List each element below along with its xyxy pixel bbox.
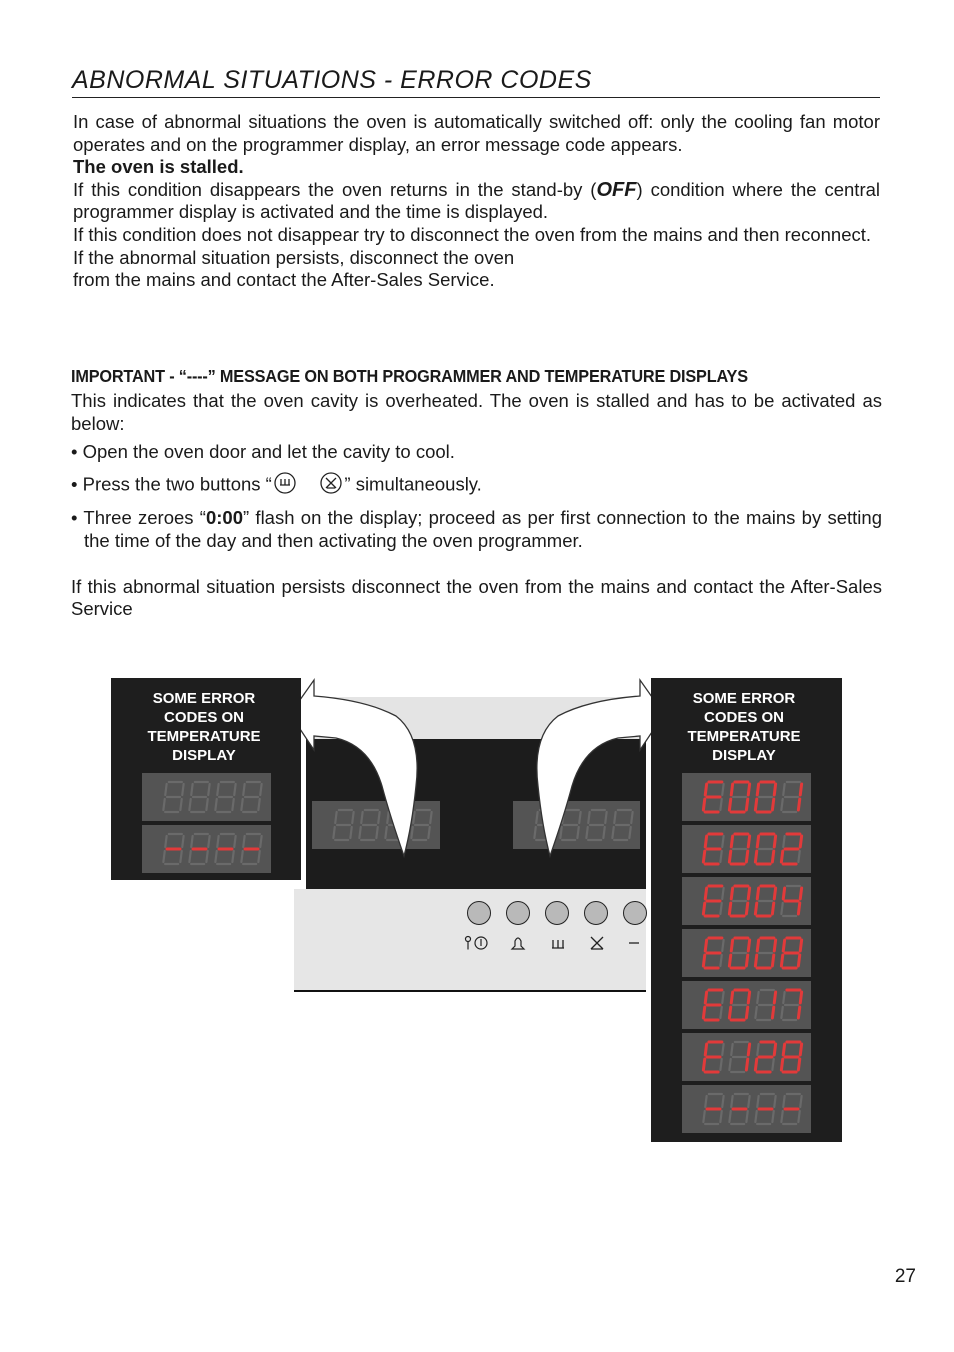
lcd-segment-lit bbox=[729, 799, 730, 810]
stalled-statement: The oven is stalled. bbox=[73, 156, 244, 178]
lcd-segment-lit bbox=[729, 955, 730, 966]
lcd-segment-lit bbox=[781, 851, 782, 862]
intro-paragraph-2: If this condition disappears the oven returns in the stand-by (OFF) condition where the central programmer display is activated and the time is displayed. bbox=[73, 178, 881, 223]
lcd-segment bbox=[208, 836, 209, 847]
lcd-segment bbox=[258, 799, 259, 810]
fan-icon bbox=[588, 934, 606, 952]
lcd-segment-lit bbox=[772, 955, 773, 966]
lcd-segment-lit bbox=[703, 851, 704, 862]
lcd-segment-lit bbox=[705, 784, 706, 795]
lcd-segment-lit bbox=[746, 1059, 747, 1070]
lcd-segment bbox=[189, 799, 190, 810]
bullet-open-door: • Open the oven door and let the cavity to cool. bbox=[71, 441, 455, 463]
lcd-segment bbox=[217, 784, 218, 795]
lcd-segment bbox=[755, 1007, 756, 1018]
lcd-segment-lit bbox=[781, 1059, 782, 1070]
lcd-segment-lit bbox=[798, 903, 799, 914]
lcd-segment bbox=[772, 1111, 773, 1122]
lcd-segment-lit bbox=[755, 1059, 756, 1070]
lcd-segment-lit bbox=[755, 955, 756, 966]
lcd-segment-lit bbox=[748, 1044, 749, 1055]
lcd-segment-lit bbox=[746, 955, 747, 966]
lcd-segment-lit bbox=[703, 799, 704, 810]
lcd-segment-lit bbox=[705, 836, 706, 847]
lcd-segment-lit bbox=[757, 888, 758, 899]
lcd-segment bbox=[783, 992, 784, 1003]
grill-button[interactable] bbox=[545, 901, 569, 925]
key-power-icon bbox=[462, 934, 492, 952]
lcd-code-e128 bbox=[682, 1033, 811, 1081]
lcd-segment-lit bbox=[798, 955, 799, 966]
lcd-segment bbox=[781, 1111, 782, 1122]
lcd-segment-lit bbox=[755, 799, 756, 810]
lcd-segment bbox=[182, 784, 183, 795]
lcd-segment bbox=[781, 903, 782, 914]
lcd-segment-lit bbox=[729, 1007, 730, 1018]
lcd-segment-lit bbox=[729, 903, 730, 914]
lcd-segment-lit bbox=[731, 784, 732, 795]
lcd-segment bbox=[165, 836, 166, 847]
closing-paragraph: If this abnormal situation persists disconnect the oven from the mains and contact the After-Sales Service bbox=[71, 575, 882, 620]
lcd-segment bbox=[722, 1096, 723, 1107]
lcd-segment bbox=[163, 799, 164, 810]
lcd-segment-lit bbox=[800, 992, 801, 1003]
lcd-segment-lit bbox=[748, 784, 749, 795]
lcd-segment bbox=[208, 784, 209, 795]
lcd-segment bbox=[781, 799, 782, 810]
lcd-segment-lit bbox=[757, 940, 758, 951]
right-panel-label: SOME ERROR CODES ON TEMPERATURE DISPLAY bbox=[687, 690, 801, 764]
lcd-code-e001 bbox=[682, 773, 811, 821]
lcd-segment-lit bbox=[783, 888, 784, 899]
lcd-segment-lit bbox=[798, 799, 799, 810]
important-paragraph: This indicates that the oven cavity is overheated. The oven is stalled and has to be activated as below: bbox=[71, 390, 882, 434]
lcd-segment-lit bbox=[731, 888, 732, 899]
lcd-segment bbox=[731, 1096, 732, 1107]
lcd-segment-lit bbox=[757, 784, 758, 795]
lcd-segment bbox=[182, 836, 183, 847]
lcd-segment bbox=[722, 940, 723, 951]
lcd-segment-lit bbox=[746, 799, 747, 810]
lcd-segment-lit bbox=[800, 784, 801, 795]
left-arrow bbox=[286, 676, 426, 860]
lcd-segment bbox=[232, 799, 233, 810]
clock-button[interactable] bbox=[467, 901, 491, 925]
lcd-segment-lit bbox=[781, 955, 782, 966]
lcd-segment-lit bbox=[746, 1007, 747, 1018]
lcd-segment bbox=[722, 888, 723, 899]
lcd-segment bbox=[430, 812, 431, 823]
lcd-segment bbox=[241, 851, 242, 862]
lcd-segment-lit bbox=[800, 888, 801, 899]
lcd-segment bbox=[703, 1111, 704, 1122]
lcd-segment-lit bbox=[748, 836, 749, 847]
lcd-segment bbox=[722, 784, 723, 795]
lcd-segment bbox=[206, 851, 207, 862]
lcd-segment bbox=[746, 1111, 747, 1122]
lcd-segment-lit bbox=[746, 851, 747, 862]
lcd-segment bbox=[241, 799, 242, 810]
lcd-segment bbox=[720, 903, 721, 914]
lcd-segment bbox=[783, 836, 784, 847]
lcd-segment-lit bbox=[774, 888, 775, 899]
lcd-segment-lit bbox=[731, 940, 732, 951]
lcd-code-e008 bbox=[682, 929, 811, 977]
lcd-segment bbox=[774, 1096, 775, 1107]
intro-section bbox=[73, 111, 880, 292]
lcd-segment bbox=[234, 836, 235, 847]
fan-button[interactable] bbox=[584, 901, 608, 925]
lcd-segment-lit bbox=[731, 836, 732, 847]
lcd-code-dashes bbox=[682, 1085, 811, 1133]
fan-icon bbox=[318, 471, 344, 501]
lcd-segment bbox=[798, 851, 799, 862]
lcd-segment-lit bbox=[774, 836, 775, 847]
lcd-segment bbox=[191, 784, 192, 795]
lcd-segment bbox=[781, 1007, 782, 1018]
lcd-segment bbox=[722, 836, 723, 847]
lcd-segment bbox=[729, 1111, 730, 1122]
lcd-segment-lit bbox=[783, 940, 784, 951]
intro-paragraph-1: In case of abnormal situations the oven is automatically switched off: only the cooling fan motor operates and on the programmer display, an error message code appears. bbox=[73, 111, 880, 155]
lcd-segment-lit bbox=[772, 851, 773, 862]
lcd-segment bbox=[165, 784, 166, 795]
lcd-segment bbox=[720, 1007, 721, 1018]
lcd-segment-lit bbox=[798, 1059, 799, 1070]
important-heading: IMPORTANT - “----” MESSAGE ON BOTH PROGRAMMER AND TEMPERATURE DISPLAYS bbox=[71, 366, 748, 386]
lcd-segment-lit bbox=[703, 955, 704, 966]
lcd-segment bbox=[722, 992, 723, 1003]
lcd-segment bbox=[720, 1059, 721, 1070]
left-lcd-dashes bbox=[142, 825, 271, 873]
lcd-segment bbox=[783, 784, 784, 795]
lcd-segment bbox=[783, 1096, 784, 1107]
grill-icon bbox=[549, 934, 567, 952]
intro-paragraph-4: If the abnormal situation persists, disconnect the oven from the mains and contact the After-Sales Service. bbox=[73, 246, 515, 291]
important-section bbox=[71, 390, 882, 621]
lcd-code-e002 bbox=[682, 825, 811, 873]
lcd-segment-lit bbox=[755, 851, 756, 862]
lcd-segment bbox=[260, 784, 261, 795]
page-number: 27 bbox=[894, 1266, 916, 1287]
lcd-segment-lit bbox=[772, 799, 773, 810]
lcd-segment-lit bbox=[731, 992, 732, 1003]
lcd-segment-lit bbox=[705, 992, 706, 1003]
lcd-segment bbox=[720, 1111, 721, 1122]
timer-button[interactable] bbox=[506, 901, 530, 925]
lcd-segment-lit bbox=[746, 903, 747, 914]
lcd-segment-lit bbox=[772, 1007, 773, 1018]
lcd-segment-lit bbox=[772, 903, 773, 914]
lcd-segment bbox=[720, 955, 721, 966]
lcd-segment bbox=[191, 836, 192, 847]
bullet-three-zeroes: • Three zeroes “0:00” flash on the display; proceed as per first connection to the mains by setting the time of the day and then activating the oven programmer. bbox=[71, 507, 882, 551]
lcd-segment-lit bbox=[755, 903, 756, 914]
lcd-segment-lit bbox=[774, 940, 775, 951]
lcd-segment bbox=[217, 836, 218, 847]
intro-paragraph-3: If this condition does not disappear try to disconnect the oven from the mains and then reconnect. bbox=[73, 223, 872, 245]
lcd-segment bbox=[705, 1096, 706, 1107]
lcd-segment bbox=[720, 799, 721, 810]
lcd-segment bbox=[798, 1111, 799, 1122]
lcd-segment bbox=[800, 1096, 801, 1107]
lcd-segment bbox=[757, 1044, 758, 1055]
lcd-segment-lit bbox=[774, 784, 775, 795]
lcd-segment bbox=[731, 1044, 732, 1055]
lcd-segment-lit bbox=[705, 888, 706, 899]
lcd-segment bbox=[722, 1044, 723, 1055]
lcd-segment-lit bbox=[729, 851, 730, 862]
lcd-segment bbox=[234, 784, 235, 795]
lcd-segment bbox=[260, 836, 261, 847]
lcd-segment-lit bbox=[748, 992, 749, 1003]
lcd-segment-lit bbox=[774, 992, 775, 1003]
lcd-segment bbox=[180, 851, 181, 862]
lcd-segment-lit bbox=[703, 903, 704, 914]
lcd-segment-lit bbox=[705, 940, 706, 951]
lcd-segment-lit bbox=[705, 1044, 706, 1055]
bullet-press-buttons: • Press the two buttons “ ” simultaneously. bbox=[71, 471, 882, 501]
lcd-segment bbox=[180, 799, 181, 810]
bell-icon bbox=[509, 934, 527, 952]
lcd-segment bbox=[720, 851, 721, 862]
lcd-segment-lit bbox=[783, 1044, 784, 1055]
lcd-segment bbox=[755, 1111, 756, 1122]
lcd-segment bbox=[232, 851, 233, 862]
lcd-segment-lit bbox=[757, 836, 758, 847]
lcd-segment-lit bbox=[748, 940, 749, 951]
lcd-segment-lit bbox=[703, 1059, 704, 1070]
lcd-segment bbox=[189, 851, 190, 862]
lcd-segment-lit bbox=[748, 888, 749, 899]
lcd-segment bbox=[215, 799, 216, 810]
lcd-segment bbox=[243, 784, 244, 795]
lcd-segment bbox=[748, 1096, 749, 1107]
lcd-segment bbox=[428, 827, 429, 838]
lcd-segment bbox=[729, 1059, 730, 1070]
lcd-segment-lit bbox=[800, 940, 801, 951]
grill-icon bbox=[272, 471, 298, 501]
minus-icon bbox=[627, 934, 641, 952]
lcd-segment bbox=[757, 1096, 758, 1107]
lcd-segment bbox=[163, 851, 164, 862]
left-panel-label: SOME ERROR CODES ON TEMPERATURE DISPLAY bbox=[147, 690, 261, 764]
minus-button[interactable] bbox=[623, 901, 647, 925]
lcd-segment bbox=[757, 992, 758, 1003]
lcd-segment bbox=[772, 1059, 773, 1070]
lcd-segment-lit bbox=[800, 1044, 801, 1055]
lcd-segment bbox=[243, 836, 244, 847]
page-title: ABNORMAL SITUATIONS - ERROR CODES bbox=[72, 66, 880, 98]
lcd-code-e017 bbox=[682, 981, 811, 1029]
left-lcd-blank bbox=[142, 773, 271, 821]
lcd-segment bbox=[258, 851, 259, 862]
lcd-segment bbox=[215, 851, 216, 862]
lcd-segment-lit bbox=[774, 1044, 775, 1055]
lcd-segment-lit bbox=[703, 1007, 704, 1018]
lcd-segment-lit bbox=[800, 836, 801, 847]
off-label: OFF bbox=[596, 178, 637, 201]
lcd-segment-lit bbox=[798, 1007, 799, 1018]
lcd-segment bbox=[206, 799, 207, 810]
lcd-code-e004 bbox=[682, 877, 811, 925]
